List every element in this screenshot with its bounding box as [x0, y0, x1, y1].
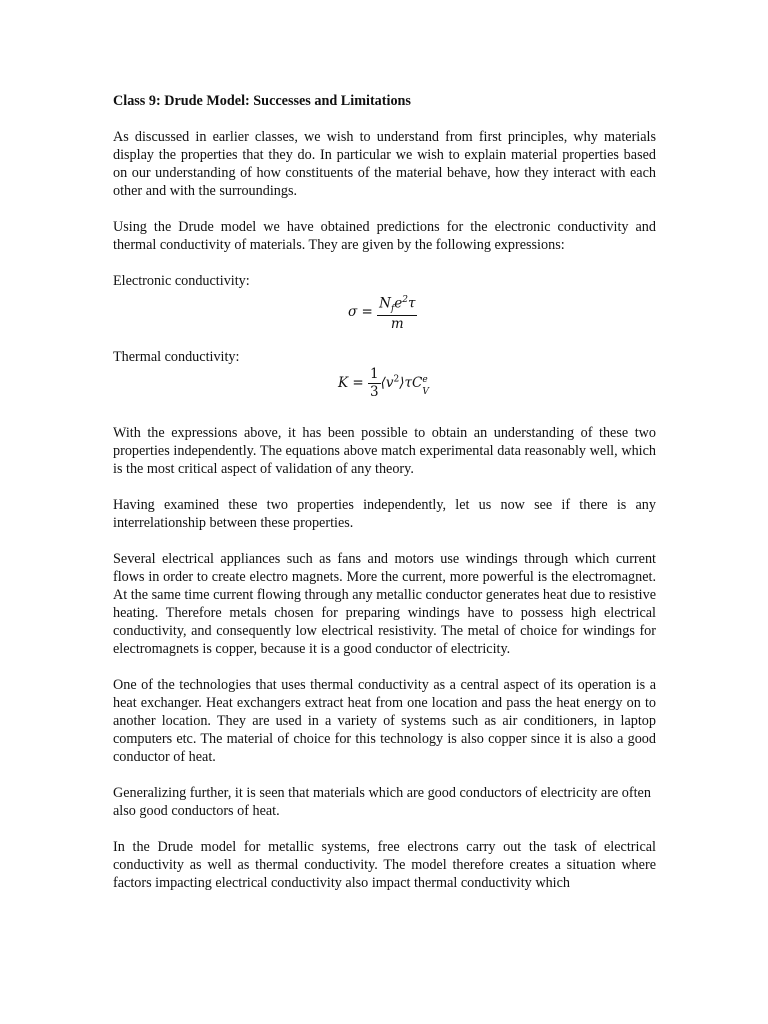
paragraph-drude-free-electrons: In the Drude model for metallic systems, free electrons carry out the task of electrical conductivity as well as thermal conductivity. The model therefore creates a situation where factors impacting electrical conductivity also impact thermal conductivity which [113, 839, 656, 891]
equation-kappa-fraction: $\frac{1}{3}$ [370, 366, 379, 400]
document-page [113, 92, 656, 910]
paragraph-predictions: Using the Drude model we have obtained predictions for the electronic conductivity and thermal conductivity of materials. They are given by the following expressions: [113, 219, 656, 253]
paragraph-interrelationship: Having examined these two properties independently, let us now see if there is any interrelationship between these properties. [113, 497, 656, 531]
document-title: Class 9: Drude Model: Successes and Limitations [113, 93, 411, 109]
equation-sigma-lhs: σ = [348, 303, 373, 320]
label-thermal-conductivity: Thermal conductivity: [113, 349, 240, 365]
label-electronic-conductivity: Electronic conductivity: [113, 273, 250, 289]
paragraph-electromagnets: Several electrical appliances such as fans and motors use windings through which current flows in order to create electro magnets. More the current, more powerful is the electromagnet. At the same time current flowing through any metallic conductor generates heat due to resistive heating. Therefore metals chosen for preparing windings have to possess high electrical conductivity, and consequently low electrical resistivity. The metal of choice for windings for electromagnets is copper, because it is a good conductor of electricity. [113, 551, 656, 657]
equation-kappa-lhs: K = [338, 375, 364, 391]
paragraph-validation: With the expressions above, it has been possible to obtain an understanding of these two properties independently. The equations above match experimental data reasonably well, which is the most critical aspect of validation of any theory. [113, 425, 656, 477]
equation-electronic-conductivity [113, 290, 656, 342]
paragraph-generalizing: Generalizing further, it is seen that materials which are good conductors of electricity are often also good conductors of heat. [113, 785, 651, 819]
paragraph-intro: As discussed in earlier classes, we wish to understand from first principles, why materials display the properties that they do. In particular we wish to explain material properties based on our understanding of how constituents of the material behave, how they interact with each other and with the surroundings. [113, 129, 656, 199]
equation-thermal-conductivity: K = $\frac{1}{3}$ $⟨v^2⟩\tau C$ e V [338, 366, 429, 400]
equation-sigma-fraction: $\frac{N_fe^2\tau}{m}$ [377, 292, 417, 333]
paragraph-heat-exchanger: One of the technologies that uses thermal conductivity as a central aspect of its operation is a heat exchanger. Heat exchangers extract heat from one location and pass the heat energy on to another location. They are used in a variety of systems such as air conditioners, in laptop computers etc. The material of choice for this technology is also copper since it is also a good conductor of heat. [113, 677, 656, 765]
